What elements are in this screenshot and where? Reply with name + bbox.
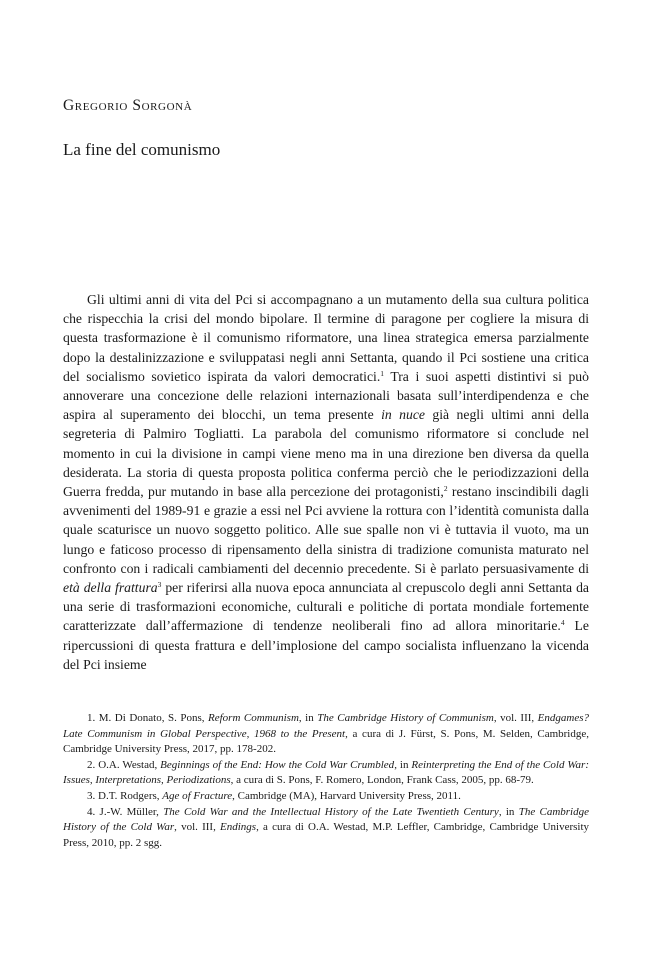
- body-text-segment: Gli ultimi anni di vita del Pci si accompagnano a un mutamento della sua cultura politica che rispecchia la crisi del mondo bipolare. Il termine di paragone per cogliere la misura di questa trasformazione è il comunismo riformatore, una linea strategica emersa parzialmente dopo la destalinizzazione e sviluppatasi negli anni Settanta, quando il Pci sostiene una critica del socialismo sovietico ispirata da valori democratici.: [63, 292, 589, 384]
- footnote-text: 1. M. Di Donato, S. Pons,: [87, 712, 208, 724]
- body-text-segment: per riferirsi alla nuova epoca annunciata al crepuscolo degli anni Settanta da una serie di trasformazioni economiche, culturali e politiche di portata mondiale fortemente caratterizzate dall’affermazione di tendenze neoliberali fino ad allora minoritarie.: [63, 580, 590, 634]
- footnote-text: , in: [394, 758, 412, 771]
- footnote-italic: Reinterpreting the End of the Cold War: Issues, Interpretations, Periodizations: [63, 758, 590, 787]
- footnote-ref-3[interactable]: 3: [157, 580, 162, 590]
- footnote-italic: The Cold War and the Intellectual History of the Late Twentieth Century: [163, 805, 499, 818]
- footnote-text: , in: [498, 805, 519, 818]
- footnote-italic: Beginnings of the End: How the Cold War Crumbled: [160, 758, 395, 771]
- body-italic: età della frattura: [63, 580, 158, 596]
- footnote-text: 2. O.A. Westad,: [87, 758, 161, 771]
- footnotes: [63, 711, 589, 851]
- footnote-text: , a cura di J. Fürst, S. Pons, M. Selden, Cambridge, Cambridge University Press, 2017, pp. 178-202.: [63, 727, 589, 756]
- footnote-ref-2[interactable]: 2: [443, 484, 448, 494]
- footnote-2: [63, 758, 589, 789]
- footnote-1: [63, 711, 589, 758]
- footnote-italic: Endgames? Late Communism in Global Perspective, 1968 to the Present: [63, 712, 589, 740]
- body-text-segment: già negli ultimi anni della segreteria di Palmiro Togliatti. La parabola del comunismo riformatore si conclude nel momento in cui la divisione in campi viene meno ma in una direzione ben diversa da quella desiderata. La storia di questa proposta politica conferma perciò che le periodizzazioni della Guerra fredda, pur mutando in base alla percezione dei protagonisti,: [63, 407, 589, 500]
- chapter-title: La fine del comunismo: [63, 140, 221, 159]
- footnote-text: , a cura di O.A. Westad, M.P. Leffler, Cambridge, Cambridge University Press, 2010, pp. 2 sgg.: [63, 821, 590, 849]
- footnote-text: , vol. III,: [174, 821, 221, 834]
- footnote-ref-4[interactable]: 4: [560, 618, 565, 628]
- body-italic: in nuce: [381, 407, 425, 423]
- body-text-segment: Le ripercussioni di questa frattura e dell’implosione del campo socialista influenzano la vicenda del Pci insieme: [63, 618, 589, 672]
- footnote-3: [63, 789, 589, 805]
- footnote-text: , vol. III,: [493, 712, 538, 724]
- footnote-italic: Age of Fracture: [162, 789, 233, 802]
- footnote-text: 4. J.-W. Müller,: [87, 805, 164, 818]
- footnote-italic: Endings: [220, 821, 257, 834]
- footnote-text: , a cura di S. Pons, F. Romero, London, Frank Cass, 2005, pp. 68-79.: [230, 774, 534, 787]
- footnote-4: [63, 805, 589, 852]
- body-text-segment: Tra i suoi aspetti distintivi si può annoverare una concezione delle relazioni internazionali basata sull’interdipendenza e che aspira al superamento dei blocchi, un tema presente: [63, 368, 589, 423]
- footnote-italic: The Cambridge History of the Cold War: [63, 805, 589, 834]
- footnote-text: , Cambridge (MA), Harvard University Press, 2011.: [232, 789, 461, 802]
- footnote-ref-1[interactable]: 1: [380, 368, 385, 378]
- body-text-segment: restano inscindibili dagli avvenimenti del 1989-91 e grazie a essi nel Pci avviene la rottura con l’identità comunista dalla quale scaturisce un nuovo soggetto politico. Alle sue spalle non vi è tuttavia il vuoto, ma un lungo e faticoso processo di ripensamento della sinistra di tradizione comunista maturato nel confronto con i radicali cambiamenti del decennio precedente. Si è parlato persuasivamente di: [63, 484, 589, 576]
- author-name: Gregorio Sorgonà: [63, 97, 193, 114]
- body-text: [63, 290, 589, 674]
- footnote-italic: Reform Communism: [208, 712, 299, 724]
- footnote-text: 3. D.T. Rodgers,: [87, 789, 163, 802]
- body-paragraph: [63, 290, 589, 674]
- footnote-text: , in: [298, 712, 318, 724]
- footnote-italic: The Cambridge History of Communism: [317, 712, 494, 724]
